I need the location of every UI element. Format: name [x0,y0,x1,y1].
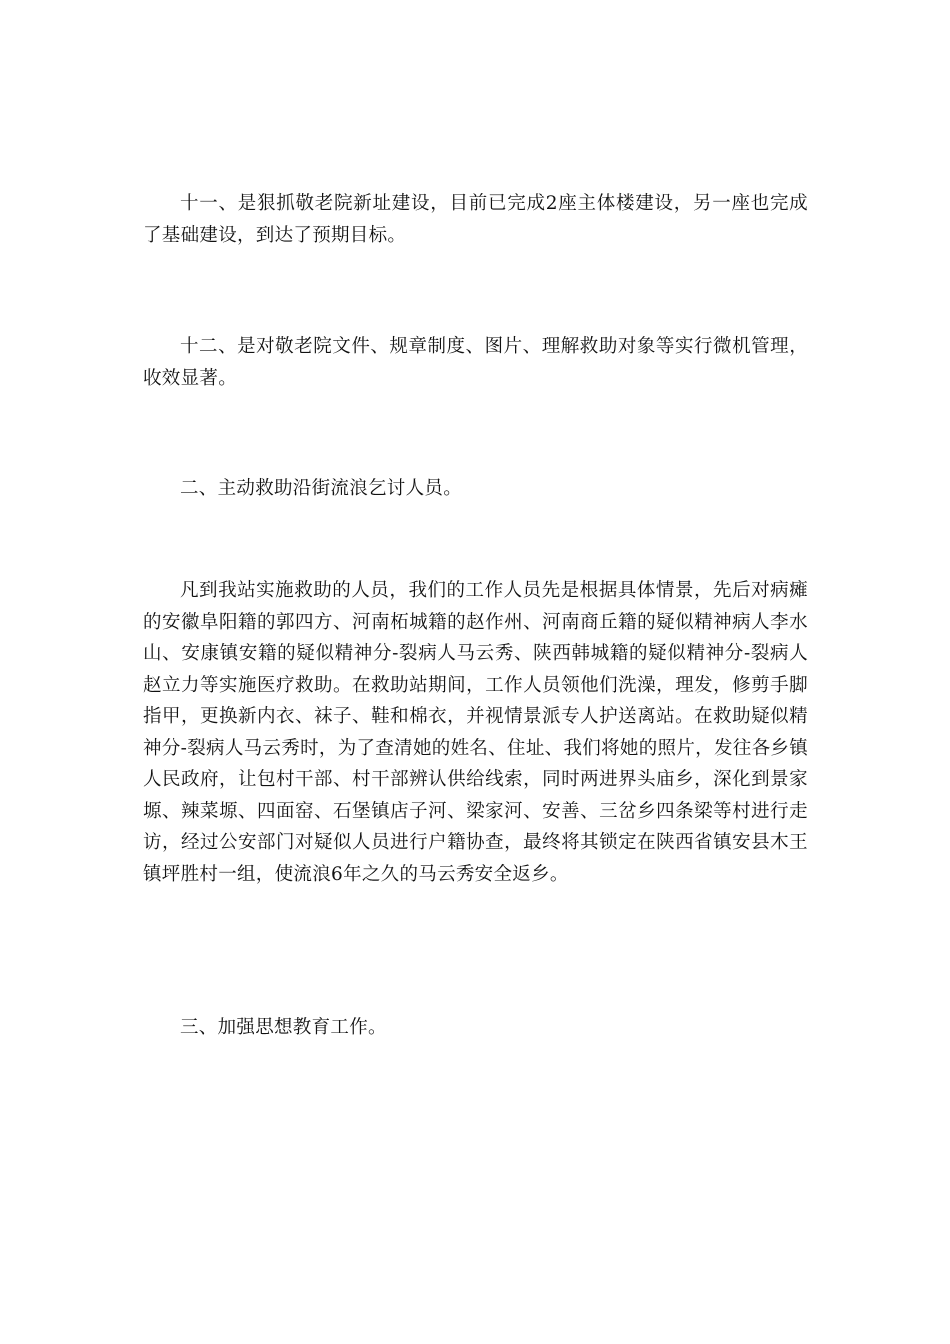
paragraph-eleven: 十一、是狠抓敬老院新址建设，目前已完成2座主体楼建设，另一座也完成了基础建设，到达了预期目标。 [143,193,808,246]
paragraph-twelve: 十二、是对敬老院文件、规章制度、图片、理解救助对象等实行微机管理，收效显著。 [143,336,808,389]
section-heading-two: 二、主动救助沿街流浪乞讨人员。 [180,478,463,499]
section-heading-three: 三、加强思想教育工作。 [180,1017,387,1038]
paragraph-rescue-details: 凡到我站实施救助的人员，我们的工作人员先是根据具体情景，先后对病瘫的安徽阜阳籍的郭四方、河南柘城籍的赵作州、河南商丘籍的疑似精神病人李水山、安康镇安籍的疑似精神分-裂病人马云秀、陕西韩城籍的疑似精神分-裂病人赵立力等实施医疗救助。在救助站期间，工作人员领他们洗澡，理发，修剪手脚指甲，更换新内衣、袜子、鞋和棉衣，并视情景派专人护送离站。在救助疑似精神分-裂病人马云秀时，为了查清她的姓名、住址、我们将她的照片，发往各乡镇人民政府，让包村干部、村干部辨认供给线索，同时两进界头庙乡，深化到景家塬、辣菜塬、四面窑、石堡镇店子河、梁家河、安善、三岔乡四条梁等村进行走访，经过公安部门对疑似人员进行户籍协查，最终将其锁定在陕西省镇安县木王镇坪胜村一组，使流浪6年之久的马云秀安全返乡。 [143,580,808,885]
